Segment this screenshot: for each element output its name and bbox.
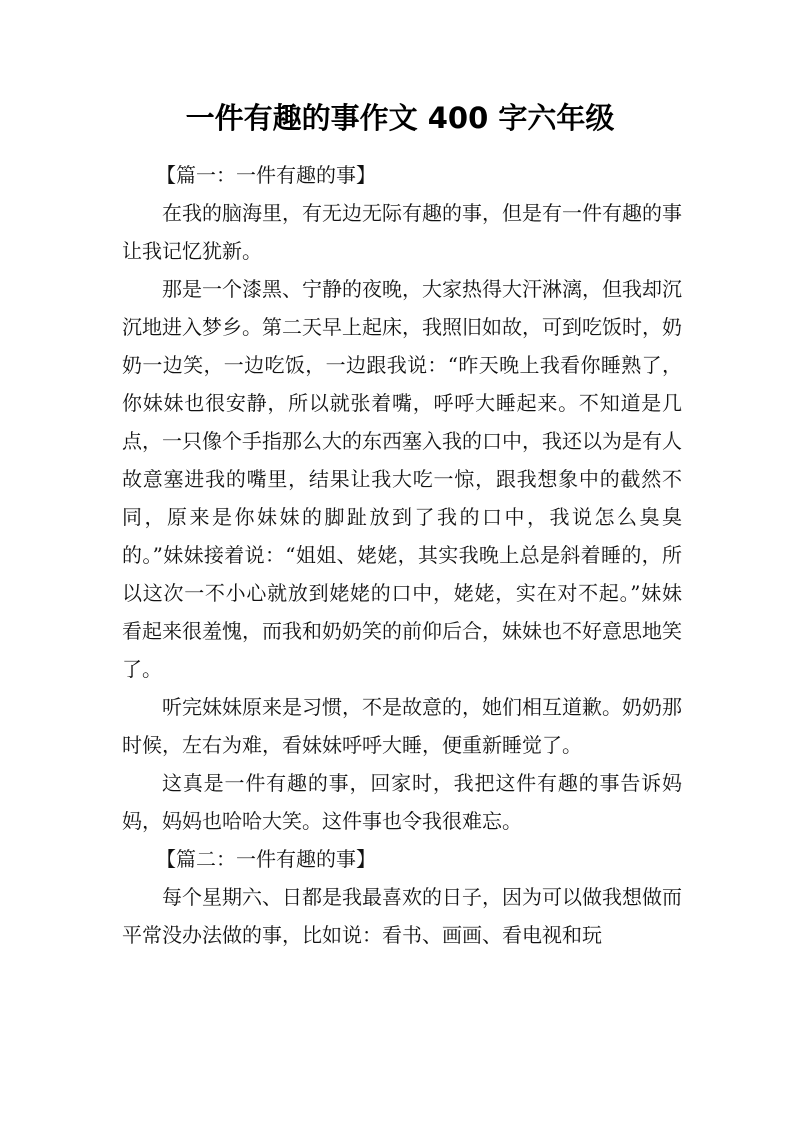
section-heading-1: 【篇一：一件有趣的事】 (156, 163, 376, 187)
paragraph: 那是一个漆黑、宁静的夜晚，大家热得大汗淋漓，但我却沉沉地进入梦乡。第二天早上起床，我照旧如故，可到吃饭时，奶奶一边笑，一边吃饭，一边跟我说：“昨天晚上我看你睡熟了，你妹妹也很安静，所以就张着嘴，呼呼大睡起来。不知道是几点，一只像个手指那么大的东西塞入我的口中，我还以为是有人故意塞进我的嘴里，结果让我大吃一惊，跟我想象中的截然不同，原来是你妹妹的脚趾放到了我的口中，我说怎么臭臭的。”妹妹接着说：“姐姐、姥姥，其实我晚上总是斜着睡的，所以这次一不小心就放到姥姥的口中，姥姥，实在对不起。”妹妹看起来很羞愧，而我和奶奶笑的前仰后合，妹妹也不好意思地笑了。 (122, 277, 682, 681)
paragraph: 这真是一件有趣的事，回家时，我把这件有趣的事告诉妈妈，妈妈也哈哈大笑。这件事也令我很难忘。 (122, 771, 682, 833)
document-title: 一件有趣的事作文 400 字六年级 (185, 101, 615, 135)
paragraph: 每个星期六、日都是我最喜欢的日子，因为可以做我想做而平常没办法做的事，比如说：看书、画画、看电视和玩 (122, 885, 682, 947)
paragraph: 在我的脑海里，有无边无际有趣的事，但是有一件有趣的事让我记忆犹新。 (122, 201, 682, 263)
section-heading-2: 【篇二：一件有趣的事】 (156, 847, 376, 871)
document-body (122, 156, 682, 954)
paragraph: 听完妹妹原来是习惯，不是故意的，她们相互道歉。奶奶那时候，左右为难，看妹妹呼呼大睡，便重新睡觉了。 (122, 695, 682, 757)
